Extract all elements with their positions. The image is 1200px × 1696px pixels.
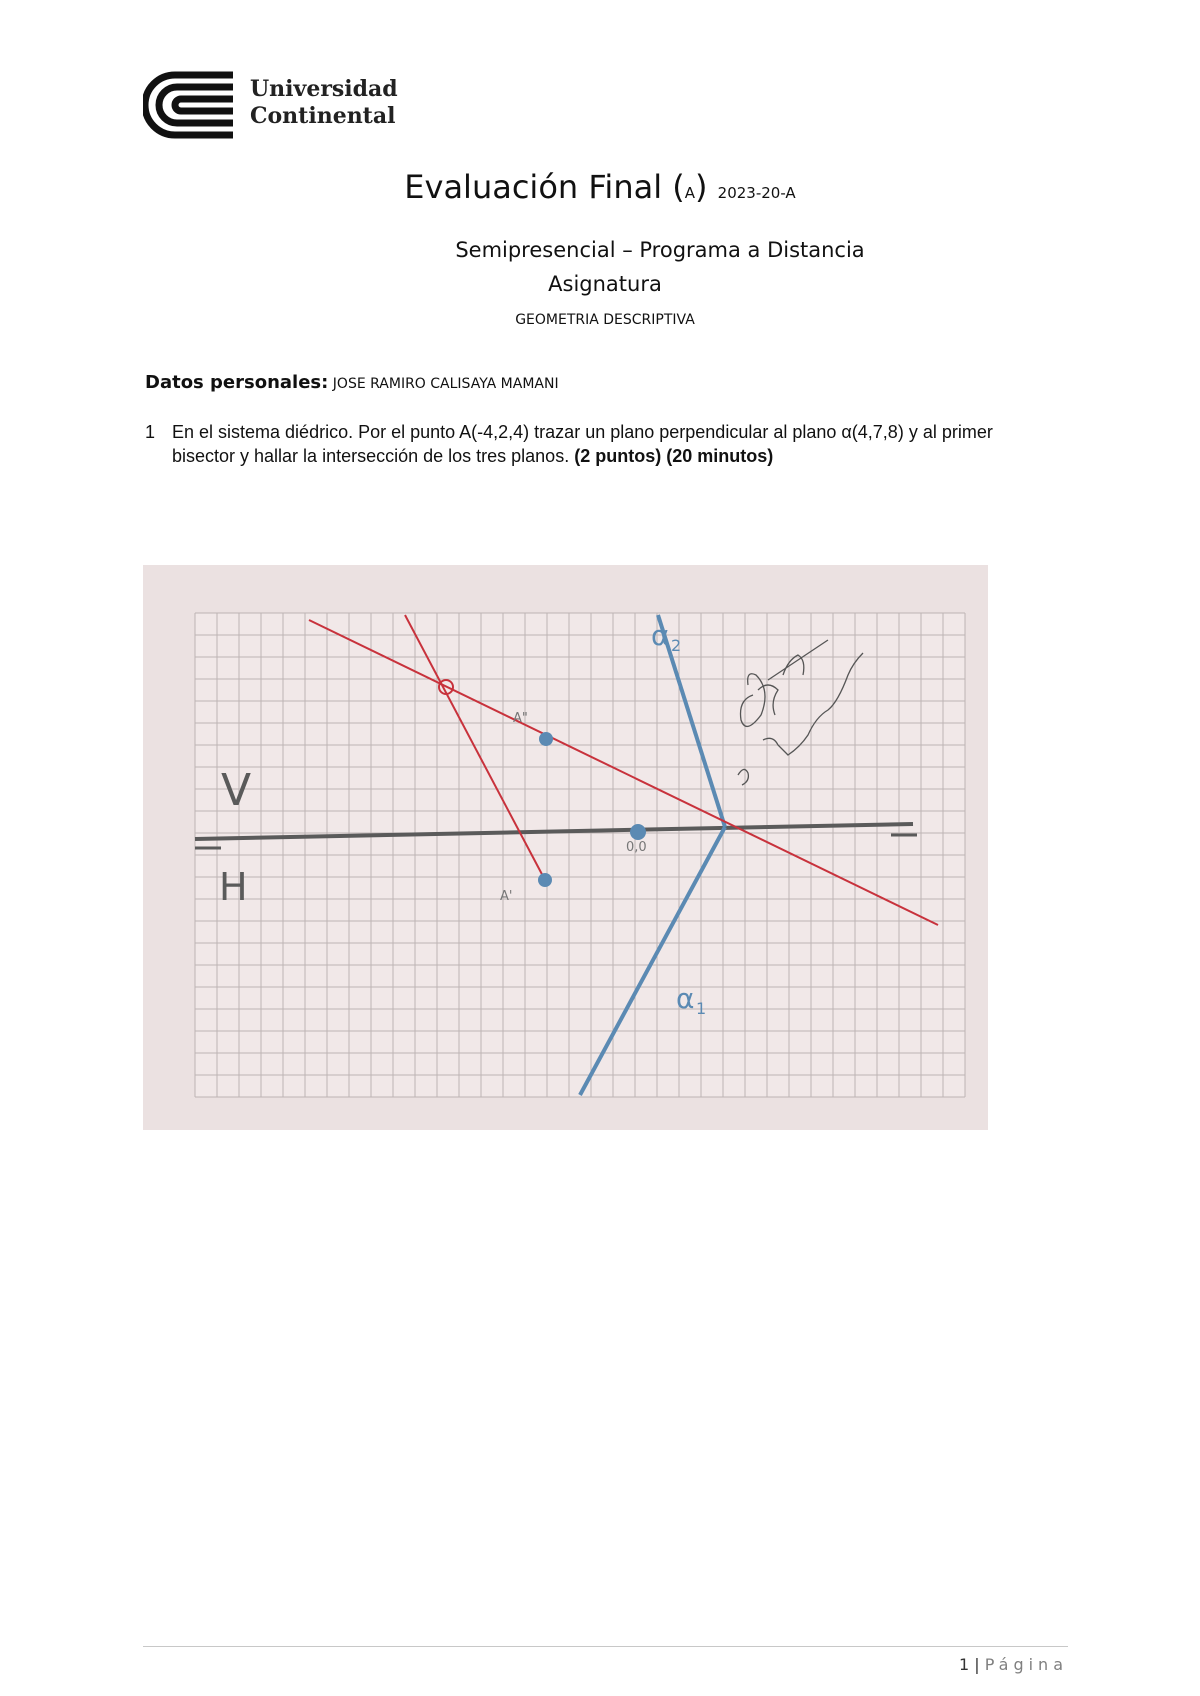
label-origin: 0,0	[626, 840, 647, 855]
modality-subtitle: Semipresencial – Programa a Distancia	[455, 238, 865, 262]
course-name: GEOMETRIA DESCRIPTIVA	[515, 312, 695, 328]
asignatura-label: Asignatura	[548, 272, 662, 296]
label-a-double-prime: A"	[513, 711, 528, 726]
label-alpha2: α	[651, 619, 670, 652]
label-alpha1-sub: 1	[696, 999, 707, 1018]
dihedral-drawing	[143, 565, 988, 1130]
title-code: 2023-20-A	[717, 184, 796, 202]
personal-data	[145, 372, 559, 393]
page-title	[0, 168, 1200, 206]
question-body	[172, 420, 1052, 468]
page-number: 1	[958, 1655, 970, 1674]
origin-point	[630, 824, 646, 840]
label-alpha2-sub: 2	[671, 636, 682, 655]
label-alpha1: α	[676, 982, 695, 1015]
question-points: (2 puntos) (20 minutos)	[574, 446, 774, 466]
student-name: JOSE RAMIRO CALISAYA MAMANI	[332, 376, 559, 392]
university-logo	[143, 70, 403, 140]
title-main: Evaluación Final (	[404, 168, 685, 206]
logo-line-2: Continental	[250, 103, 396, 129]
label-v: V	[221, 765, 252, 816]
footer-divider	[143, 1646, 1068, 1647]
title-close: )	[695, 168, 708, 206]
continental-logo-icon	[143, 70, 238, 140]
page-footer	[900, 1655, 1068, 1674]
question-text: En el sistema diédrico. Por el punto A(-4,2,4) trazar un plano perpendicular al plano α(4,7,8) y al primer bisector y hallar la intersección de los tres planos.	[172, 422, 993, 466]
label-a-prime: A'	[500, 889, 513, 904]
page-word: Página	[984, 1655, 1068, 1674]
footer-separator: |	[974, 1655, 980, 1674]
title-variant: A	[684, 184, 696, 202]
logo-wordmark	[250, 76, 398, 130]
question-number: 1	[145, 422, 156, 442]
point-a-horizontal	[538, 873, 552, 887]
label-h: H	[219, 865, 248, 909]
drawing-photo	[143, 565, 988, 1130]
point-a-vertical	[539, 732, 553, 746]
personal-data-label: Datos personales:	[145, 372, 329, 393]
logo-line-1: Universidad	[250, 76, 398, 102]
